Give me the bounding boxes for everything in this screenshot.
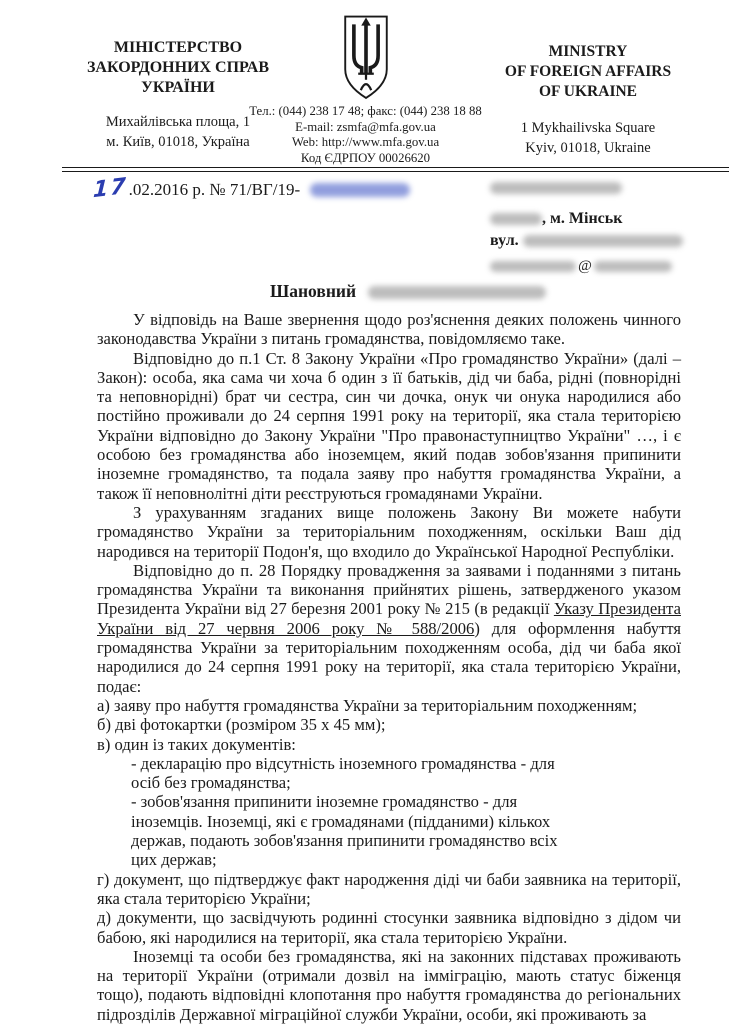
redacted-email-local-part — [490, 261, 576, 272]
paragraph-text: Іноземці та особи без громадянства, які на законних підставах проживають на території України (отримали дозвіл на імміграцію, мають статус біженця тощо), подають відповідні клопотання про набуття громадянства до регіональних підрозділів Державної міграційної служби України, особи, які проживають за — [97, 946, 681, 1024]
recipient-city-row — [490, 209, 718, 229]
handwritten-day: 17 — [92, 173, 129, 204]
underlined-text: Указу Президента України від 27 червня 2006 року № 588/2006 — [97, 599, 681, 638]
ministry-name-uk-line: УКРАЇНИ — [141, 79, 215, 96]
letterhead-divider-rule — [62, 167, 729, 172]
ministry-name-en-line: OF UKRAINE — [538, 83, 638, 100]
ministry-name-uk-line: МІНІСТЕРСТВО — [113, 39, 243, 56]
recipient-block — [490, 178, 718, 276]
ministry-name-en-line: OF FOREIGN AFFAIRS — [504, 63, 672, 80]
ministry-name-en-line: MINISTRY — [548, 43, 628, 60]
ukraine-trident-emblem — [340, 14, 392, 104]
ministry-address-en — [462, 118, 714, 158]
paragraph — [97, 349, 681, 503]
redacted-reference-suffix — [310, 183, 410, 197]
recipient-city: , м. Мінськ — [542, 210, 623, 227]
salutation-row — [270, 281, 546, 302]
phone-fax-line: Тел.: (044) 238 17 48; факс: (044) 238 18 88 — [249, 104, 482, 118]
redacted-email-domain — [594, 261, 672, 272]
paragraph-text: а) заяву про набуття громадянства України за територіальним походженням; — [97, 695, 638, 715]
web-line: Web: http://www.mfa.gov.ua — [291, 135, 440, 149]
street-prefix: вул. — [490, 232, 519, 249]
paragraph-text: - зобов'язання припинити іноземне громадянство - для іноземців. Іноземці, які є громадянами (підданими) кількох держав, подають зобов'язання припинити громадянство всіх цих держав; — [131, 792, 558, 870]
paragraph-text: г) документ, що підтверджує факт народження діді чи баби заявника на території, яка стала територією України; — [97, 869, 681, 908]
address-line: 1 Mykhailivska Square — [520, 120, 656, 136]
paragraph-text: - декларацію про відсутність іноземного громадянства - для осіб без громадянства; — [131, 753, 555, 793]
paragraph — [131, 754, 583, 793]
paragraph-text: З урахуванням згаданих вище положень Закону Ви можете набути громадянство України за територіальним походженням, оскільки Ваш дід народився на території Подон'я, що входило до Української Народної Республіки. — [97, 502, 681, 561]
paragraph-text: Відповідно до п.1 Ст. 8 Закону України «Про громадянство України» (далі – Закон): особа, яка сама чи хоча б один з її батьків, дід чи баба, рідні (повнорідні та неповнорідні) брат чи сестра, син чи дочка, онук чи онука народилися або постійно проживали до 24 серпня 1991 року на території, яка стала територією України відповідно до Закону України "Про правонаступництво України" …, і є особою без громадянства або іноземцем, який подав зобов'язання припинити іноземне громадянство, та подала заяву про набуття громадянства України, а також її неповнолітні діти реєструються громадянами України. — [97, 348, 681, 503]
address-line: Михайлівська площа, 1 — [105, 114, 251, 130]
redacted-recipient-name — [490, 182, 622, 194]
paragraph — [97, 715, 681, 734]
paragraph-text: У відповідь на Ваше звернення щодо роз'яснення деяких положень чинного законодавства України з питань громадянства, повідомляємо таке. — [97, 310, 681, 349]
email-line: E-mail: zsmfa@mfa.gov.ua — [295, 119, 436, 134]
paragraph-text: в) один із таких документів: — [97, 734, 296, 754]
paragraph — [97, 947, 681, 1024]
paragraph-text: б) дві фотокартки (розміром 35 х 45 мм); — [97, 715, 386, 735]
recipient-email-row — [490, 256, 718, 276]
redacted-addressee-name — [368, 286, 546, 299]
salutation-greeting: Шановний — [270, 281, 357, 301]
address-line: м. Київ, 01018, Україна — [106, 134, 250, 150]
paragraph-text: д) документи, що засвідчують родинні стосунки заявника відповідно з дідом чи бабою, які народилися на території, яка стала територією України. — [97, 908, 681, 947]
paragraph — [97, 870, 681, 909]
body-paragraphs — [97, 310, 681, 1024]
paragraph — [97, 908, 681, 947]
paragraph — [97, 310, 681, 349]
paragraph — [97, 561, 681, 696]
paragraph — [97, 735, 681, 754]
recipient-street-row — [490, 231, 718, 251]
email-at-sign: @ — [578, 258, 592, 274]
reference-number: .02.2016 р. № 71/ВГ/19- — [128, 180, 301, 199]
paragraph — [97, 696, 681, 715]
paragraph — [97, 503, 681, 561]
reference-line — [92, 173, 410, 204]
redacted-street-address — [523, 235, 683, 247]
ministry-name-en — [462, 42, 714, 102]
paragraph-text: Відповідно до п. 28 Порядку провадження за заявами і поданнями з питань громадянства України та виконання прийнятих рішень, затвердженого указом Президента України від 27 березня 2001 року № 215 (в редакції — [97, 560, 681, 619]
redacted-postal-code — [490, 213, 542, 225]
ministry-name-uk-line: ЗАКОРДОННИХ СПРАВ — [86, 59, 269, 76]
paragraph — [131, 792, 583, 869]
recipient-name-row — [490, 178, 718, 194]
address-line: Kyiv, 01018, Ukraine — [525, 140, 651, 156]
edrpou-code-line: Код ЄДРПОУ 00026620 — [300, 150, 431, 165]
letterhead-english — [462, 42, 714, 158]
paragraph-text: ) для оформлення набуття громадянства України за територіальним походженням особа, дід чи баба якої народилися до 24 серпня 1991 року на території, яка стала територією України, подає: — [97, 618, 682, 696]
